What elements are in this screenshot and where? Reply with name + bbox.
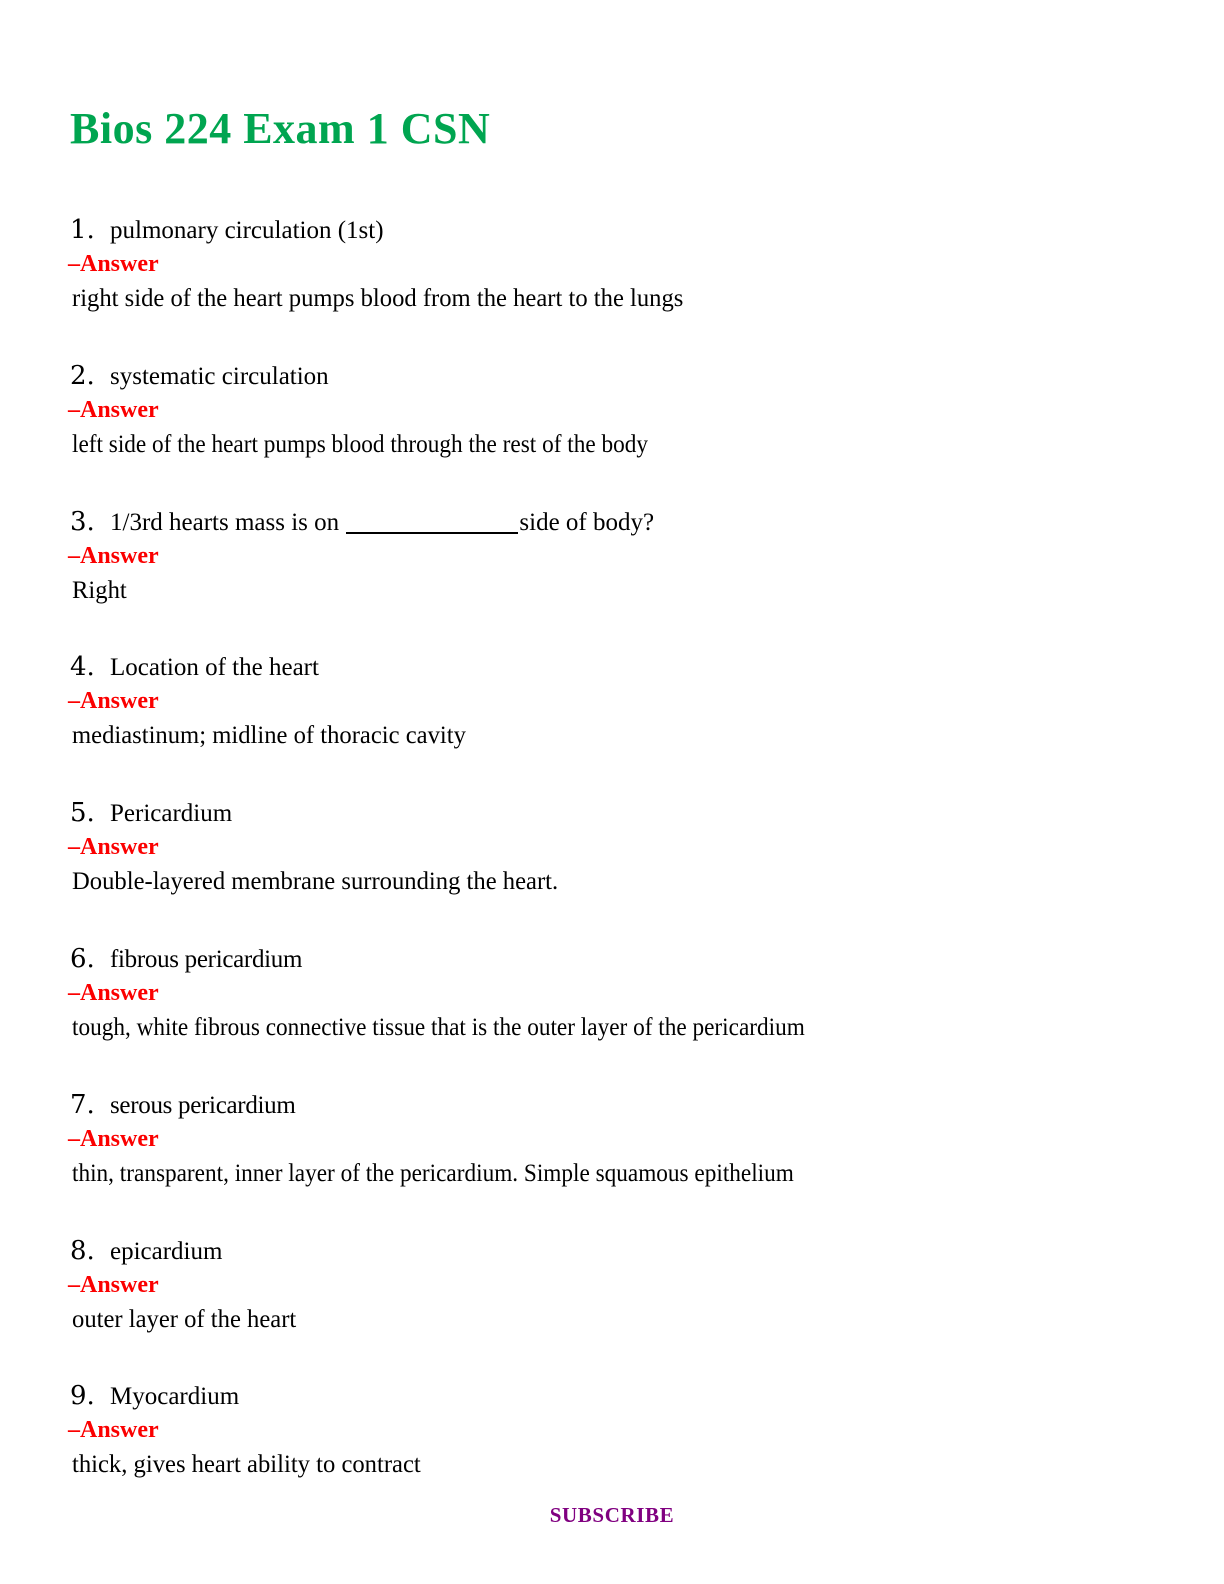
- answer-text: Double-layered membrane surrounding the heart.: [72, 868, 559, 896]
- question-text: Location of the heart: [110, 654, 319, 682]
- answer-label: –Answer: [68, 1417, 159, 1444]
- question-text: systematic circulation: [110, 362, 329, 390]
- question-number: 8.: [70, 1235, 95, 1266]
- qa-item: [0, 359, 1224, 505]
- answer-text: thick, gives heart ability to contract: [72, 1451, 421, 1479]
- qa-item: [0, 213, 1224, 359]
- fill-in-blank: [346, 510, 518, 534]
- page-title: Bios 224 Exam 1 CSN: [70, 104, 491, 154]
- page-footer: [0, 1502, 1224, 1528]
- question-number: 2.: [70, 360, 95, 391]
- question-line: [70, 213, 1184, 249]
- qa-item: [0, 650, 1224, 796]
- question-text: fibrous pericardium: [110, 945, 303, 973]
- qa-item: [0, 796, 1224, 942]
- answer-label: –Answer: [68, 251, 159, 277]
- question-text: Myocardium: [110, 1383, 240, 1411]
- question-line: [70, 359, 1184, 395]
- answer-text: thin, transparent, inner layer of the pericardium. Simple squamous epithelium: [72, 1159, 794, 1187]
- answer-label: –Answer: [68, 979, 159, 1006]
- qa-item: [0, 1088, 1224, 1234]
- question-line: [70, 1088, 1184, 1124]
- qa-item: [0, 1234, 1224, 1380]
- answer-label: –Answer: [68, 542, 159, 569]
- question-text-after-blank: side of body?: [519, 508, 655, 536]
- answer-label: –Answer: [68, 688, 159, 715]
- question-number: 6.: [70, 943, 95, 974]
- question-number: 4.: [70, 652, 95, 683]
- answer-text: right side of the heart pumps blood from the heart to the lungs: [72, 285, 684, 312]
- question-number: 5.: [70, 798, 95, 829]
- question-text: pulmonary circulation (1st): [110, 217, 384, 244]
- answer-label: –Answer: [68, 1271, 159, 1298]
- answer-text: tough, white fibrous connective tissue that is the outer layer of the pericardium: [72, 1013, 805, 1041]
- answer-text: mediastinum; midline of thoracic cavity: [72, 722, 466, 750]
- qa-item: [0, 942, 1224, 1088]
- question-line: [70, 1379, 1184, 1415]
- answer-text: Right: [72, 576, 127, 604]
- question-text: Pericardium: [110, 800, 233, 828]
- answer-text: left side of the heart pumps blood through the rest of the body: [72, 430, 648, 458]
- question-line: [70, 505, 1184, 541]
- qa-item: [0, 505, 1224, 651]
- question-line: [70, 942, 1184, 978]
- question-number: 1.: [70, 215, 95, 245]
- question-number: 7.: [70, 1089, 95, 1120]
- question-line: [70, 650, 1184, 686]
- question-number: 3.: [70, 506, 95, 537]
- question-line: [70, 1234, 1184, 1270]
- question-text: [110, 506, 654, 540]
- answer-label: –Answer: [68, 834, 159, 861]
- answer-label: –Answer: [68, 1125, 159, 1152]
- answer-text: outer layer of the heart: [72, 1305, 297, 1333]
- answer-label: –Answer: [68, 396, 159, 423]
- qa-list: [0, 213, 1224, 1525]
- question-number: 9.: [70, 1381, 95, 1412]
- subscribe-link[interactable]: SUBSCRIBE: [549, 1503, 675, 1527]
- question-line: [70, 796, 1184, 832]
- question-text-before-blank: 1/3rd hearts mass is on: [110, 508, 346, 536]
- question-text: serous pericardium: [110, 1091, 296, 1119]
- question-text: epicardium: [110, 1237, 223, 1265]
